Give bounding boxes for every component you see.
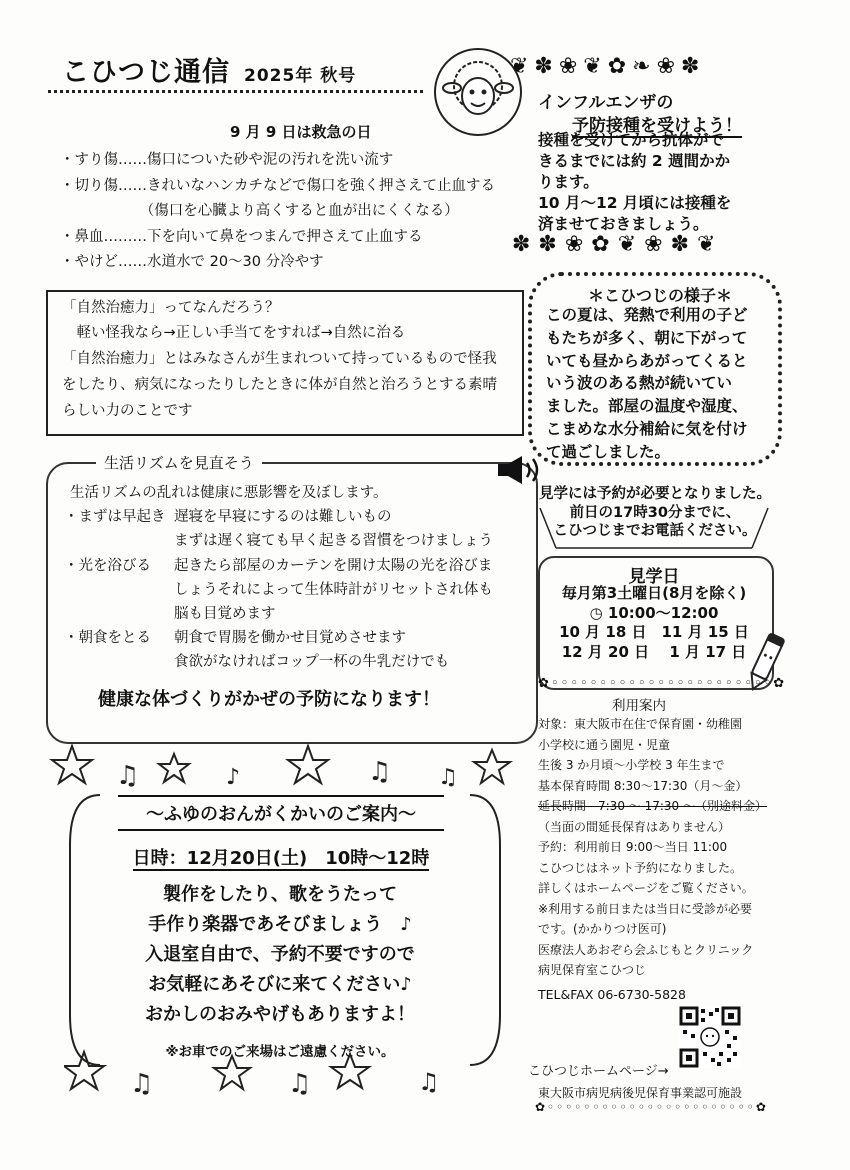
info-struck-line: 延長時間 7:30 ～ 17:30 ～（別途料金） — [538, 799, 767, 813]
healing-line: 軽い怪我なら→正しい手当てをすれば→自然に治る — [62, 325, 406, 341]
concert-body — [80, 880, 480, 1030]
info-line: 医療法人あおぞら会ふじもとクリニック — [538, 942, 754, 957]
info-line: 対象：東大阪市在住で保育園・幼稚園 — [538, 717, 743, 731]
status-line: いう波のある熱が続いてい — [546, 374, 733, 393]
qr-code[interactable] — [679, 1006, 741, 1068]
info-line: 詳しくはホームページをご覧ください。 — [538, 881, 754, 895]
status-line: ました。部屋の温度や湿度、 — [546, 397, 748, 416]
rhythm-text: 脳も目覚めます — [174, 606, 276, 623]
rhythm-text: 起きたら部屋のカーテンを開け太陽の光を浴びま — [174, 557, 493, 574]
visit-dates: 12 月 20 日 1 月 17 日 — [561, 642, 747, 661]
list-item: ・鼻血………下を向いて鼻をつまんで押さえて止血する — [60, 228, 423, 245]
healing-line: をしたり、病気になったりしたときに体が自然と治ろうとする素晴 — [62, 377, 497, 393]
flu-line: 10 月～12 月頃には接種を — [538, 194, 732, 212]
info-body — [538, 714, 768, 1005]
info-divider: ✿◦◦◦◦◦◦◦◦◦◦◦◦◦◦◦◦◦◦◦◦◦◦◦✿ — [538, 676, 787, 691]
concert-line: 入退室自由で、予約不要ですので — [145, 944, 415, 965]
stars-notes-decoration-bottom — [64, 1046, 484, 1102]
visit-note-line: 見学には予約が必要となりました。 — [539, 486, 771, 502]
visit-dates: 10 月 18 日 11 月 15 日 — [559, 623, 749, 641]
status-line: もたちが多く、朝に下がって — [546, 328, 748, 347]
rhythm-row — [64, 578, 493, 602]
healing-title: 「自然治癒力」ってなんだろう？ — [62, 300, 280, 316]
status-line: いても昼からあがってくると — [546, 351, 748, 370]
first-aid-list — [60, 148, 495, 276]
visit-time: ◷ 10:00～12:00 — [589, 603, 719, 622]
concert-date — [116, 844, 446, 870]
rhythm-row — [64, 554, 493, 578]
info-line: 予約：利用前日 9:00～当日 11:00 — [538, 840, 728, 854]
status-title: ＊こひつじの様子＊ — [588, 286, 733, 305]
info-line: 生後 3 か月頃～小学校 3 年生まで — [538, 758, 725, 772]
info-line: こひつじはネット予約になりました。 — [538, 860, 743, 875]
visit-title: 見学日 — [628, 567, 680, 587]
visit-body — [538, 584, 770, 662]
visit-note-line: こひつじまでお電話ください。 — [553, 523, 757, 539]
flu-line: 接種を受けてから抗体がで — [538, 131, 725, 149]
flu-line: 済ませておきましょう。 — [538, 215, 709, 233]
visit-note-banner — [538, 506, 770, 550]
flu-line: きるまでには約 2 週間かか — [538, 152, 731, 170]
rhythm-title: 生活リズムを見直そう — [96, 452, 262, 473]
list-item: ・切り傷……きれいなハンカチなどで傷口を強く押さえて止血する — [60, 177, 495, 194]
issue-label: 2025年 秋号 — [244, 66, 357, 86]
rhythm-text: まずは遅く寝ても早く起きる習慣をつけましょう — [174, 533, 493, 550]
list-item: ・すり傷……傷口についた砂や泥の汚れを洗い流す — [60, 152, 394, 168]
info-line: ※利用する前日または当日に受診が必要 — [538, 901, 753, 916]
rhythm-row — [64, 626, 493, 650]
svg-text:♫: ♫ — [368, 757, 392, 787]
first-aid-title: 9 月 9 日は救急の日 — [230, 123, 372, 141]
leaf-decoration-top: ❦✽❀❦✿❧❀✽ — [510, 54, 706, 79]
flu-title-2: 予防接種を受けよう！ — [572, 111, 742, 138]
healing-body — [62, 320, 512, 424]
concert-line: 製作をしたり、歌をうたって — [163, 884, 397, 905]
status-line: この夏は、発熱で利用の子ど — [546, 306, 748, 324]
rhythm-footer: 健康な体づくりがかぜの予防になります！ — [98, 689, 440, 710]
bottom-divider: ✿◦◦◦◦◦◦◦◦◦◦◦◦◦◦◦◦◦◦◦◦◦◦◦✿ — [535, 1100, 768, 1114]
info-line: 基本保育時間 8:30～17:30（月～金） — [538, 778, 748, 793]
info-title: 利用案内 — [612, 698, 666, 714]
visit-schedule: 毎月第3土曜日(8月を除く) — [561, 584, 747, 602]
concert-note: ※お車でのご来場はご遠慮ください。 — [165, 1044, 395, 1060]
info-line: （当面の間延長保育はありません） — [538, 819, 731, 834]
svg-text:♫: ♫ — [116, 761, 140, 791]
rhythm-row — [64, 505, 493, 529]
title-underline — [48, 90, 423, 93]
rhythm-intro: 生活リズムの乱れは健康に悪影響を及ぼします。 — [70, 485, 388, 501]
rhythm-text: 遅寝を早寝にするのは難しいもの — [174, 509, 392, 526]
concert-line: お気軽にあそびに来てください♪ — [148, 974, 412, 995]
rhythm-head: ・朝食をとる — [64, 630, 151, 647]
concert-date-text: 日時：12月20日(土) 10時～12時 — [132, 848, 430, 869]
rhythm-text: 食欲がなければコップ一杯の牛乳だけでも — [174, 654, 450, 671]
visit-note-line: 前日の17時30分までに、 — [569, 504, 741, 521]
concert-line: おかしのおみやげもありますよ！ — [145, 1004, 415, 1025]
rhythm-body — [64, 481, 493, 675]
rhythm-row — [64, 650, 493, 674]
rhythm-head: ・まずは早起き — [64, 509, 166, 526]
list-item: ・やけど……水道水で 20～30 分冷やす — [60, 254, 324, 270]
concert-title: ～ふゆのおんがくかいのご案内～ — [118, 795, 444, 831]
rhythm-head: ・光を浴びる — [64, 557, 151, 574]
info-line: 病児保育室こひつじ — [538, 963, 647, 977]
svg-text:♫: ♫ — [418, 1068, 440, 1096]
leaf-decoration-mid: ✽✽❀✿❦❀✽❦ — [512, 232, 724, 257]
newsletter-title — [62, 50, 356, 89]
rhythm-row — [64, 602, 493, 626]
certification-text: 東大阪市病児病後児保育事業認可施設 — [538, 1086, 743, 1100]
svg-text:♫: ♫ — [288, 1069, 312, 1099]
flu-line: ります。 — [538, 173, 599, 191]
rhythm-row — [64, 529, 493, 553]
status-line: て過ごしました。 — [546, 442, 671, 461]
healing-line: らしい力のことです — [62, 403, 193, 419]
healing-line: 「自然治癒力」とはみなさんが生まれついて持っているもので怪我 — [62, 351, 497, 367]
flu-title-1: インフルエンザの — [538, 93, 674, 113]
flu-body — [538, 130, 778, 235]
svg-text:♪: ♪ — [226, 765, 241, 790]
concert-line: 手作り楽器であそびましょう ♪ — [148, 914, 412, 935]
svg-text:♫: ♫ — [130, 1069, 154, 1099]
rhythm-text: しょうそれによって生体時計がリセットされ体も — [174, 581, 493, 598]
info-line: です。(かかりつけ医可) — [538, 922, 667, 936]
list-item: （傷口を心臓より高くすると血が出にくくなる） — [60, 203, 459, 219]
homepage-label: こひつじホームページ→ — [528, 1064, 669, 1079]
status-body — [546, 304, 766, 464]
info-phone: TEL&FAX 06-6730-5828 — [538, 986, 686, 1002]
info-line: 小学校に通う園児・児童 — [538, 737, 671, 752]
status-line: こまめな水分補給に気を付け — [546, 419, 748, 438]
megaphone-icon — [496, 454, 546, 486]
rhythm-text: 朝食で胃腸を働かせ目覚めさせます — [174, 630, 406, 647]
title-text: こひつじ通信 — [62, 57, 230, 88]
svg-text:♫: ♫ — [438, 765, 458, 790]
